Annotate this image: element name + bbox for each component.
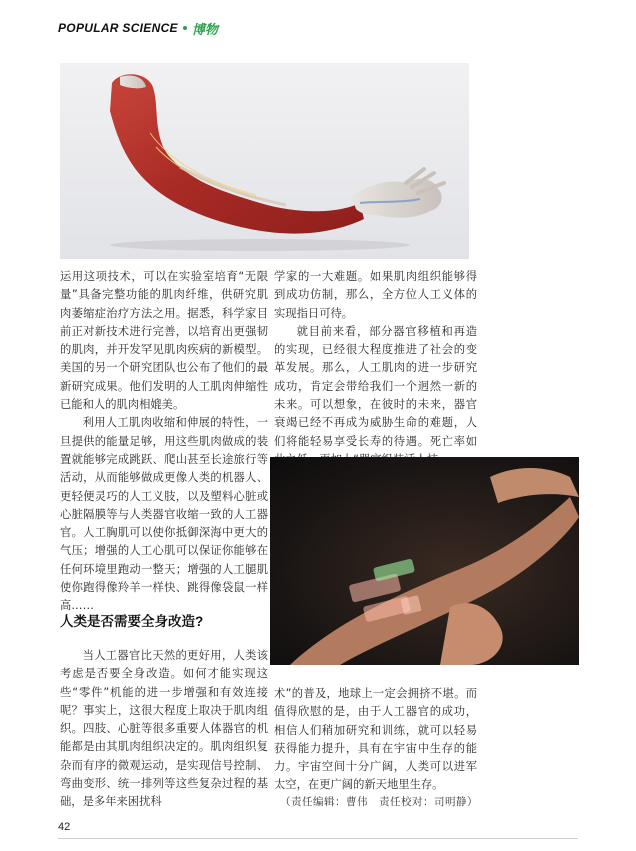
projected-arm-interface-photo xyxy=(270,457,579,665)
text-column-left-top xyxy=(60,268,268,616)
text-column-left-bottom xyxy=(60,647,268,812)
text-column-right-top xyxy=(274,268,477,469)
paragraph: 学家的一大难题。如果肌肉组织能够得到成功仿制，那么，全方位人工义体的实现指日可待。 xyxy=(274,270,477,320)
paragraph: 术”的普及，地球上一定会拥挤不堪。而值得欣慰的是，由于人工器官的成功，相信人们稍加研究和训练，就可以轻易获得能力提升，具有在宇宙中生存的能力。宇宙空间十分广阔，人类可以进军太空，在更广阔的新天地里生存。 xyxy=(274,687,477,792)
footer-divider xyxy=(58,838,578,839)
paragraph: 当人工器官比天然的更好用，人类该考虑是否要全身改造。如何才能实现这些“零件”机能的进一步增强和有效连接呢？事实上，这很大程度上取决于肌肉组织。四肢、心脏等很多重要人体器官的机能都是由其肌肉组织决定的。肌肉组织复杂而有序的微观运动，是实现信号控制、弯曲变形、统一排列等这些复杂过程的基础，是多年来困扰科 xyxy=(60,649,268,809)
magazine-header xyxy=(58,18,218,38)
page-number: 42 xyxy=(58,821,71,833)
editor-credit: （责任编辑：曹伟 责任校对：司明静） xyxy=(280,796,478,808)
section-title: 博物 xyxy=(191,21,218,37)
arm-anatomy-graphic xyxy=(60,63,469,259)
brand-name: POPULAR SCIENCE xyxy=(58,21,178,35)
paragraph: 运用这项技术，可以在实验室培育“无限量”具备完整功能的肌肉纤维，供研究肌肉萎缩症治疗方法之用。据悉，科学家目前正对新技术进行完善，以培育出更强韧的肌肉，并开发罕见肌肉疾病的新模型。美国的另一个研究团队也公布了他们的最新研究成果。他们发明的人工肌肉伸缩性已能和人的肌肉相媲美。 xyxy=(60,270,268,412)
separator-dot-icon xyxy=(183,26,187,30)
muscle-arm-illustration xyxy=(60,63,469,259)
text-column-right-bottom xyxy=(274,685,477,795)
arm-projection-graphic xyxy=(270,457,579,665)
section-heading: 人类是否需要全身改造? xyxy=(60,614,204,629)
paragraph: 就目前来看，部分器官移植和再造的实现，已经很大程度推进了社会的变革发展。那么，人工肌肉的进一步研究成功，肯定会带给我们一个迥然一新的未来。可以想象，在彼时的未来，器官衰竭已经不再成为威胁生命的难题，人们将能轻易享受长寿的待遇。死亡率如 xyxy=(274,324,477,448)
paragraph: 利用人工肌肉收缩和伸展的特性，一旦提供的能量足够，用这些肌肉做成的装置就能够完成跳跃、爬山甚至长途旅行等活动，从而能够做成更像人类的机器人、更轻便灵巧的人工义肢，以及塑料心脏或心脏隔膜等与人类器官收缩一致的人工器官。人工胸肌可以使你抵御深海中更大的气压；增强的人工心肌可以保证你能够在任何环境里跑动一整天；增强的人工腿肌使你跑得像羚羊一样快、跳得像袋鼠一样高…… xyxy=(60,416,268,613)
